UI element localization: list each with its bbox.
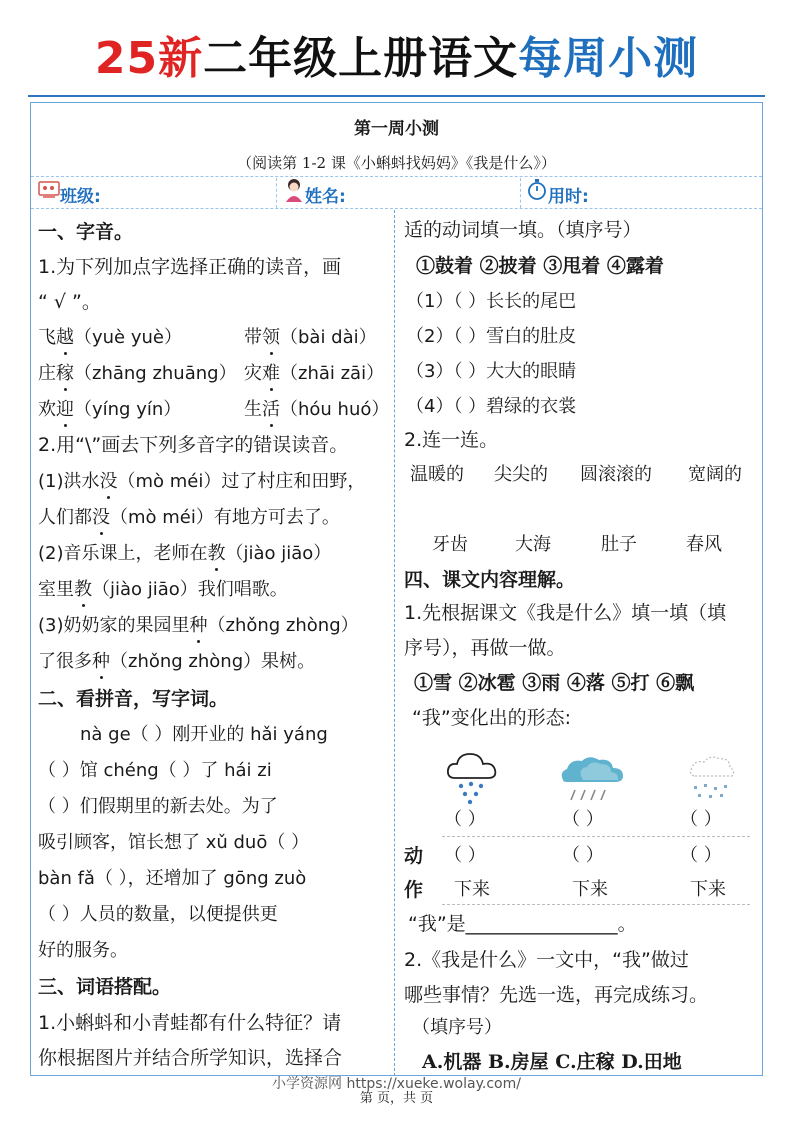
form-answer-blank[interactable]: （ ） xyxy=(680,809,722,830)
watermark: 小学资源网 https://xueke.wolay.com/ xyxy=(272,1076,521,1092)
adjective-item[interactable]: 宽阔的 xyxy=(688,464,742,485)
q1-line-1: 1.为下列加点字选择正确的读音，画 xyxy=(38,256,342,278)
title-weekly-test: 每周小测 xyxy=(518,33,699,84)
polyphone-sentence[interactable]: 了很多种（zhǒng zhòng）果树。 xyxy=(38,651,316,672)
q4-line-1: 1.先根据课文《我是什么》填一填（填 xyxy=(404,602,727,624)
verb-options: ①鼓着 ②披着 ③甩着 ④露着 xyxy=(416,255,664,277)
noun-item[interactable]: 肚子 xyxy=(601,534,637,555)
info-top-divider xyxy=(31,176,762,177)
rain-cloud-icon xyxy=(557,754,629,806)
section-4-heading: 四、课文内容理解。 xyxy=(404,569,576,591)
q3-line-1: 1.小蝌蚪和小青蛙都有什么特征？请 xyxy=(38,1012,342,1034)
column-divider xyxy=(394,210,395,1076)
pinyin-item[interactable]: 欢迎（yíng yín） xyxy=(38,399,182,420)
info-divider-1 xyxy=(276,178,277,208)
section-3-heading: 三、词语搭配。 xyxy=(38,976,172,998)
pinyin-item[interactable]: 飞越（yuè yuè） xyxy=(38,327,182,348)
wo-is-blank[interactable]: “我”是________________。 xyxy=(408,913,637,935)
link-question: 2.连一连。 xyxy=(404,429,499,451)
forms-label: “我”变化出的形态: xyxy=(412,707,572,729)
field-name[interactable]: 姓名: xyxy=(305,187,346,207)
polyphone-sentence[interactable]: 室里教（jiào jiāo）我们唱歌。 xyxy=(38,579,288,600)
page-title xyxy=(0,28,793,90)
pinyin-item[interactable]: 生活（hóu huó） xyxy=(244,399,390,420)
q4-line-2: 序号），再做一做。 xyxy=(404,637,566,659)
form-answer-blank[interactable]: （ ） xyxy=(444,809,486,830)
polyphone-sentence[interactable]: (2)音乐课上，老师在教（jiào jiāo） xyxy=(38,543,332,564)
verb-fill-item[interactable]: （4）（ ）碧绿的衣裳 xyxy=(406,396,577,417)
verb-fill-item[interactable]: （3）（ ）大大的眼睛 xyxy=(406,361,577,382)
pinyin-write-line[interactable]: nà ge（ ）刚开业的 hǎi yáng xyxy=(80,724,328,745)
action-suffix: 下来 xyxy=(572,879,608,900)
pinyin-item[interactable]: 庄稼（zhāng zhuāng） xyxy=(38,363,237,384)
q5-choices: A.机器 B.房屋 C.庄稼 D.田地 xyxy=(422,1051,682,1073)
pinyin-write-line[interactable]: 吸引顾客，馆长想了 xǔ duō（ ） xyxy=(38,832,310,853)
forms-row-divider xyxy=(442,836,750,837)
page-number: 第 页，共 页 xyxy=(359,1091,434,1106)
class-board-icon xyxy=(38,181,60,199)
title-subject: 二年级上册语文 xyxy=(203,33,519,84)
polyphone-sentence[interactable]: (1)洪水没（mò méi）过了村庄和田野， xyxy=(38,471,366,492)
noun-item[interactable]: 牙齿 xyxy=(432,534,468,555)
adjective-item[interactable]: 圆滚滚的 xyxy=(580,464,652,485)
pinyin-write-line[interactable]: （ ）人员的数量，以便提供更 xyxy=(38,904,278,925)
verb-fill-item[interactable]: （1）（ ）长长的尾巴 xyxy=(406,291,577,312)
action-answer-blank[interactable]: （ ） xyxy=(444,845,486,866)
pinyin-write-line[interactable]: （ ）们假期里的新去处。为了 xyxy=(38,796,278,817)
pinyin-item[interactable]: 带领（bài dài） xyxy=(244,327,377,348)
section-2-heading: 二、看拼音，写字词。 xyxy=(38,688,229,710)
week-title: 第一周小测 xyxy=(354,119,439,139)
action-answer-blank[interactable]: （ ） xyxy=(680,845,722,866)
actions-row-divider xyxy=(442,904,750,905)
action-label-1: 动 xyxy=(404,845,424,867)
info-divider-2 xyxy=(520,178,521,208)
pinyin-write-line[interactable]: （ ）馆 chéng（ ）了 hái zi xyxy=(38,760,272,781)
pinyin-write-line[interactable]: bàn fǎ（ ），还增加了 gōng zuò xyxy=(38,868,307,889)
action-suffix: 下来 xyxy=(454,879,490,900)
q2-instruction: 2.用“\”画去下列多音字的错误读音。 xyxy=(38,434,349,456)
action-answer-blank[interactable]: （ ） xyxy=(562,845,604,866)
snow-cloud-icon xyxy=(684,752,738,808)
q5-line-1: 2.《我是什么》一文中，“我”做过 xyxy=(404,949,689,971)
stopwatch-icon xyxy=(527,179,547,201)
title-grade-tag: 25新 xyxy=(94,33,204,84)
polyphone-sentence[interactable]: (3)奶奶家的果园里种（zhǒng zhòng） xyxy=(38,615,359,636)
field-class[interactable]: 班级: xyxy=(60,187,101,207)
q5-line-3: （填序号） xyxy=(412,1017,502,1038)
form-options: ①雪 ②冰雹 ③雨 ④落 ⑤打 ⑥飘 xyxy=(414,672,695,694)
q1-line-2: “ √ ”。 xyxy=(38,291,101,313)
pinyin-write-line: 好的服务。 xyxy=(38,940,128,961)
info-bottom-divider xyxy=(31,208,762,209)
hail-cloud-icon xyxy=(443,748,503,806)
title-rule xyxy=(28,95,765,97)
adjective-item[interactable]: 尖尖的 xyxy=(494,464,548,485)
verb-fill-item[interactable]: （2）（ ）雪白的肚皮 xyxy=(406,326,577,347)
q5-line-2: 哪些事情？先选一选，再完成练习。 xyxy=(404,984,709,1006)
action-suffix: 下来 xyxy=(690,879,726,900)
adjective-item[interactable]: 温暖的 xyxy=(410,464,464,485)
noun-item[interactable]: 大海 xyxy=(515,534,551,555)
action-label-2: 作 xyxy=(404,879,424,901)
noun-item[interactable]: 春风 xyxy=(686,534,722,555)
form-answer-blank[interactable]: （ ） xyxy=(562,809,604,830)
field-time[interactable]: 用时: xyxy=(548,187,589,207)
week-subtitle: （阅读第 1-2 课《小蝌蚪找妈妈》《我是什么》） xyxy=(237,154,556,172)
pinyin-item[interactable]: 灾难（zhāi zāi） xyxy=(244,363,385,384)
student-avatar-icon xyxy=(283,177,305,203)
q3-continued: 适的动词填一填。（填序号） xyxy=(404,219,642,241)
polyphone-sentence[interactable]: 人们都没（mò méi）有地方可去了。 xyxy=(38,507,340,528)
q3-line-2: 你根据图片并结合所学知识，选择合 xyxy=(38,1047,343,1069)
section-1-heading: 一、字音。 xyxy=(38,221,134,243)
